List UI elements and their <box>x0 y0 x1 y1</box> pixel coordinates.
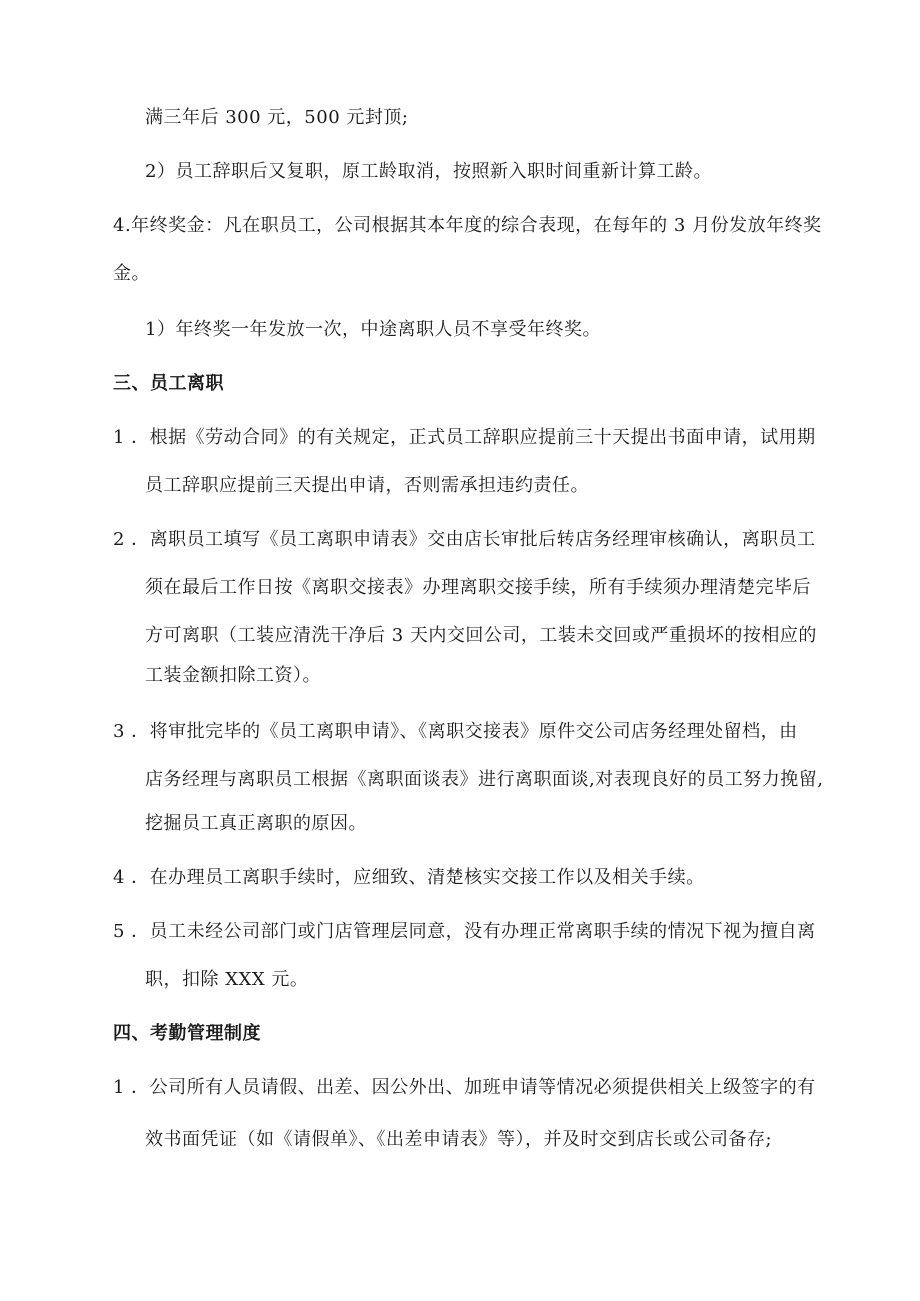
salary-cap-line: 满三年后 300 元，500 元封顶; <box>145 107 409 128</box>
attendance-item-1-cont: 效书面凭证（如《请假单》、《出差申请表》等），并及时交到店长或公司备存; <box>145 1129 773 1150</box>
year-end-bonus-cont-line: 金。 <box>113 263 150 284</box>
resignation-item-5-cont: 职，扣除 XXX 元。 <box>145 969 309 990</box>
year-end-bonus-line: 4.年终奖金：凡在职员工，公司根据其本年度的综合表现，在每年的 3 月份发放年终奖 <box>113 215 822 236</box>
resignation-item-5: 5 ．员工未经公司部门或门店管理层同意，没有办理正常离职手续的情况下视为擅自离 <box>113 921 816 942</box>
resignation-item-2-cont-1: 须在最后工作日按《离职交接表》办理离职交接手续，所有手续须办理清楚完毕后 <box>145 577 811 598</box>
resignation-item-2-cont-3: 工装金额扣除工资）。 <box>145 665 321 686</box>
resignation-item-3-cont-2: 挖掘员工真正离职的原因。 <box>145 813 367 834</box>
resignation-item-3: 3 ．将审批完毕的《员工离职申请》、《离职交接表》原件交公司店务经理处留档，由 <box>113 721 798 742</box>
rehire-seniority-line: 2）员工辞职后又复职，原工龄取消，按照新入职时间重新计算工龄。 <box>145 161 712 182</box>
resignation-item-3-cont-1: 店务经理与离职员工根据《离职面谈表》进行离职面谈,对表现良好的员工努力挽留, <box>145 769 824 790</box>
resignation-item-2-cont-2: 方可离职（工装应清洗干净后 3 天内交回公司，工装未交回或严重损坏的按相应的 <box>145 625 817 646</box>
resignation-item-2: 2 ．离职员工填写《员工离职申请表》交由店长审批后转店务经理审核确认，离职员工 <box>113 529 816 550</box>
section-heading-attendance: 四、考勤管理制度 <box>113 1023 261 1044</box>
resignation-item-1-cont: 员工辞职应提前三天提出申请，否则需承担违约责任。 <box>145 475 589 496</box>
attendance-item-1: 1 ．公司所有人员请假、出差、因公外出、加班申请等情况必须提供相关上级签字的有 <box>113 1077 816 1098</box>
bonus-frequency-line: 1）年终奖一年发放一次，中途离职人员不享受年终奖。 <box>145 319 601 340</box>
resignation-item-1: 1 ．根据《劳动合同》的有关规定，正式员工辞职应提前三十天提出书面申请，试用期 <box>113 427 816 448</box>
section-heading-resignation: 三、员工离职 <box>113 373 224 394</box>
resignation-item-4: 4 ．在办理员工离职手续时，应细致、清楚核实交接工作以及相关手续。 <box>113 867 705 888</box>
